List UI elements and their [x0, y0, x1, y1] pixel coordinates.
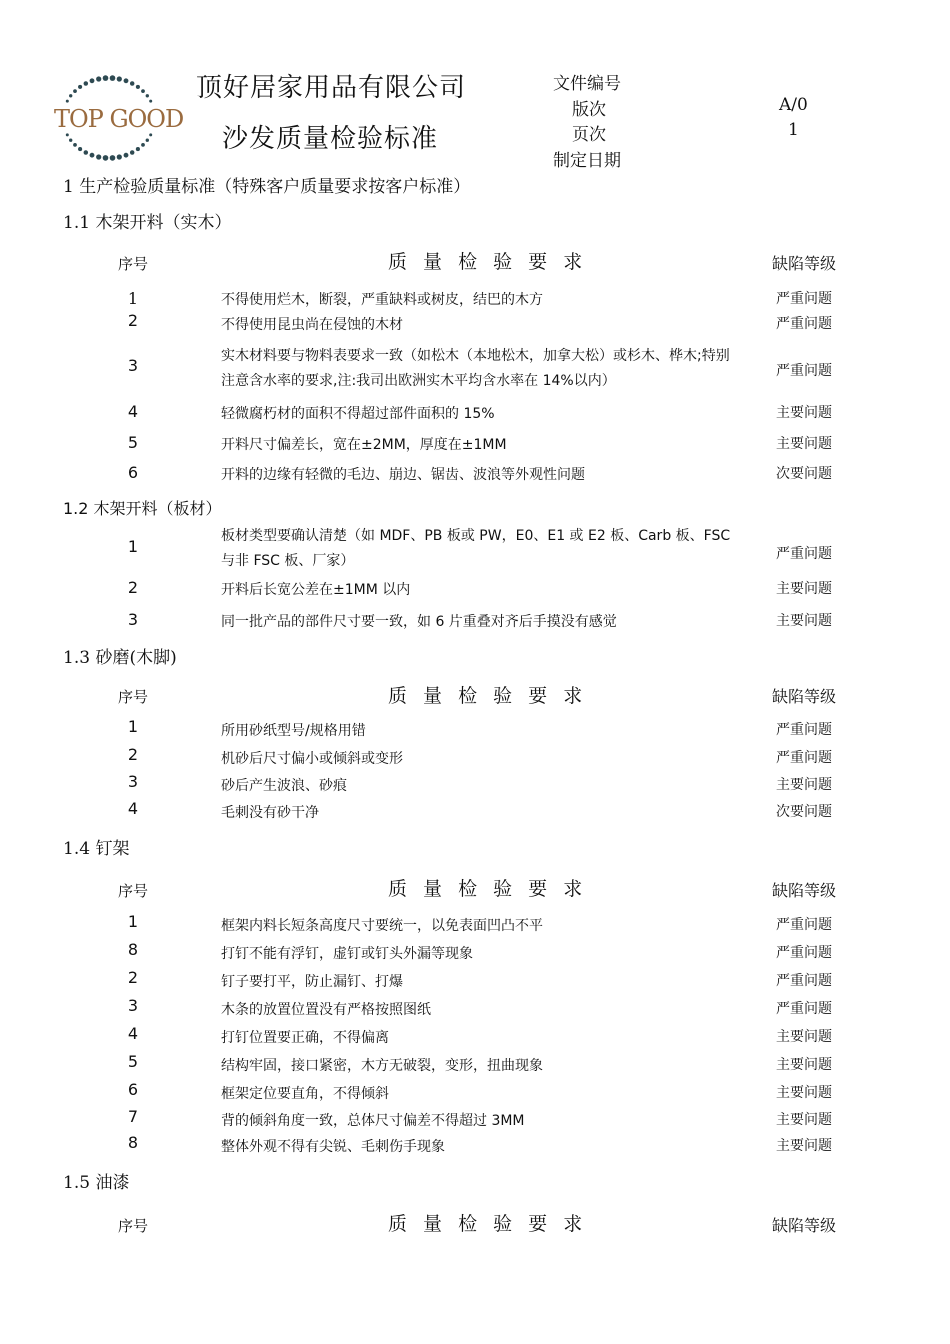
row-number: 4 [127, 1024, 139, 1043]
row-number: 3 [127, 772, 139, 791]
meta-value-version: A/0 [779, 95, 808, 115]
row-number: 2 [127, 578, 139, 597]
row-level: 主要问题 [776, 1085, 832, 1101]
row-level: 严重问题 [776, 291, 832, 307]
row-number: 4 [127, 402, 139, 421]
logo-dot [96, 76, 101, 81]
row-level: 主要问题 [776, 1138, 832, 1154]
row-requirement: 开料尺寸偏差长，宽在±2MM，厚度在±1MM [221, 437, 507, 453]
document-title: 沙发质量检验标准 [222, 124, 439, 154]
row-requirement: 同一批产品的部件尺寸要一致，如 6 片重叠对齐后手摸没有感觉 [221, 614, 617, 630]
logo-dot [90, 78, 95, 83]
row-level: 主要问题 [776, 1029, 832, 1045]
logo-dot [103, 75, 109, 81]
logo-dot [66, 133, 69, 136]
logo-dot [69, 94, 72, 97]
logo-dot [146, 139, 149, 142]
logo-dot [110, 75, 116, 81]
row-requirement: 木条的放置位置没有严格按照图纸 [221, 1002, 431, 1018]
logo-dot [136, 85, 140, 89]
column-header-requirement: 质 量 检 验 要 求 [388, 685, 588, 707]
row-requirement: 机砂后尺寸偏小或倾斜或变形 [221, 751, 403, 767]
section-title: 1.4 钉架 [63, 839, 130, 859]
row-requirement: 毛刺没有砂干净 [221, 805, 319, 821]
company-name: 顶好居家用品有限公司 [196, 73, 467, 103]
meta-value-page: 1 [788, 120, 799, 140]
row-level: 次要问题 [776, 466, 832, 482]
row-requirement: 打钉位置要正确，不得偏离 [221, 1030, 389, 1046]
column-header-requirement: 质 量 检 验 要 求 [388, 251, 588, 273]
row-level: 主要问题 [776, 405, 832, 421]
row-number: 3 [127, 356, 139, 375]
logo-dot [78, 147, 82, 151]
logo-dot [124, 153, 129, 158]
row-number: 6 [127, 1080, 139, 1099]
logo-dot [110, 155, 116, 161]
row-number: 6 [127, 463, 139, 482]
row-requirement: 打钉不能有浮钉，虚钉或钉头外漏等现象 [221, 946, 473, 962]
row-requirement: 砂后产生波浪、砂痕 [221, 778, 347, 794]
row-number: 8 [127, 940, 139, 959]
row-number: 8 [127, 1133, 139, 1152]
logo-dot [90, 153, 95, 158]
row-number: 3 [127, 996, 139, 1015]
meta-label-doc-number: 文件编号 [553, 74, 621, 94]
logo-dot [78, 85, 82, 89]
row-requirement: 框架定位要直角，不得倾斜 [221, 1086, 389, 1102]
row-requirement: 实木材料要与物料表要求一致（如松木（本地松木，加拿大松）或杉木、桦木;特别注意含水率的要求,注:我司出欧洲实木平均含水率在 14%以内） [221, 348, 730, 389]
meta-label-page: 页次 [572, 125, 606, 145]
logo-text: TOP GOOD [54, 105, 184, 133]
column-header-seq: 序号 [118, 255, 149, 273]
row-level: 严重问题 [776, 363, 832, 379]
logo-dot [141, 143, 145, 147]
row-requirement: 不得使用烂木，断裂，严重缺料或树皮，结巴的木方 [221, 292, 543, 308]
row-level: 主要问题 [776, 613, 832, 629]
row-requirement: 板材类型要确认清楚（如 MDF、PB 板或 PW，E0、E1 或 E2 板、Carb 板、FSC 与非 FSC 板、厂家） [221, 528, 731, 569]
section-title: 1.1 木架开料（实木） [63, 213, 232, 233]
row-number: 2 [127, 745, 139, 764]
row-number: 3 [127, 610, 139, 629]
row-level: 主要问题 [776, 1057, 832, 1073]
meta-label-date: 制定日期 [553, 151, 621, 171]
row-number: 1 [127, 537, 139, 556]
row-level: 主要问题 [776, 777, 832, 793]
logo-dot [103, 155, 109, 161]
row-level: 次要问题 [776, 804, 832, 820]
row-level: 主要问题 [776, 581, 832, 597]
column-header-requirement: 质 量 检 验 要 求 [388, 1213, 588, 1235]
row-requirement: 开料后长宽公差在±1MM 以内 [221, 582, 411, 598]
column-header-level: 缺陷等级 [772, 1216, 837, 1235]
logo-dot [69, 139, 72, 142]
row-number: 7 [127, 1107, 139, 1126]
row-level: 严重问题 [776, 722, 832, 738]
row-level: 主要问题 [776, 1112, 832, 1128]
logo-dot [117, 76, 122, 81]
section-title: 1.3 砂磨(木脚) [63, 648, 177, 668]
row-level: 严重问题 [776, 917, 832, 933]
logo-dot [117, 154, 122, 159]
logo-dot [149, 100, 152, 103]
row-requirement: 背的倾斜角度一致，总体尺寸偏差不得超过 3MM [221, 1113, 525, 1129]
row-level: 主要问题 [776, 436, 832, 452]
row-number: 2 [127, 968, 139, 987]
row-requirement: 结构牢固，接口紧密，木方无破裂，变形，扭曲现象 [221, 1058, 543, 1074]
logo-dot [130, 150, 135, 155]
column-header-seq: 序号 [118, 1217, 149, 1235]
logo-dot [84, 81, 89, 86]
intro-heading: 1 生产检验质量标准（特殊客户质量要求按客户标准） [63, 177, 471, 197]
row-number: 5 [127, 1052, 139, 1071]
column-header-requirement: 质 量 检 验 要 求 [388, 878, 588, 900]
logo-dot [84, 150, 89, 155]
row-level: 严重问题 [776, 1001, 832, 1017]
column-header-seq: 序号 [118, 688, 149, 706]
logo-dot [130, 81, 135, 86]
logo-dot [73, 143, 77, 147]
logo-dot [146, 94, 149, 97]
meta-label-version: 版次 [572, 100, 606, 120]
row-number: 2 [127, 311, 139, 330]
row-requirement: 钉子要打平，防止漏钉、打爆 [221, 974, 403, 990]
row-requirement: 框架内料长短条高度尺寸要统一，以免表面凹凸不平 [221, 918, 543, 934]
section-title: 1.2 木架开料（板材） [63, 499, 222, 518]
column-header-level: 缺陷等级 [772, 687, 837, 706]
row-requirement: 所用砂纸型号/规格用错 [221, 723, 366, 739]
row-number: 1 [127, 289, 139, 308]
logo-dot [96, 154, 101, 159]
logo-dot [136, 147, 140, 151]
row-level: 严重问题 [776, 973, 832, 989]
row-number: 1 [127, 912, 139, 931]
logo-dot [73, 89, 77, 93]
row-level: 严重问题 [776, 316, 832, 332]
section-title: 1.5 油漆 [63, 1173, 130, 1193]
row-level: 严重问题 [776, 945, 832, 961]
row-level: 严重问题 [776, 546, 832, 562]
logo-dot [124, 78, 129, 83]
row-number: 4 [127, 799, 139, 818]
column-header-seq: 序号 [118, 882, 149, 900]
row-requirement: 不得使用昆虫尚在侵蚀的木材 [221, 317, 403, 333]
column-header-level: 缺陷等级 [772, 254, 837, 273]
column-header-level: 缺陷等级 [772, 881, 837, 900]
row-requirement: 整体外观不得有尖锐、毛刺伤手现象 [221, 1139, 445, 1155]
row-requirement: 轻微腐朽材的面积不得超过部件面积的 15% [221, 406, 495, 422]
logo-dot [141, 89, 145, 93]
row-requirement: 开料的边缘有轻微的毛边、崩边、锯齿、波浪等外观性问题 [221, 467, 585, 483]
row-level: 严重问题 [776, 750, 832, 766]
logo-dot [66, 100, 69, 103]
row-number: 5 [127, 433, 139, 452]
row-number: 1 [127, 717, 139, 736]
logo-dot [149, 133, 152, 136]
